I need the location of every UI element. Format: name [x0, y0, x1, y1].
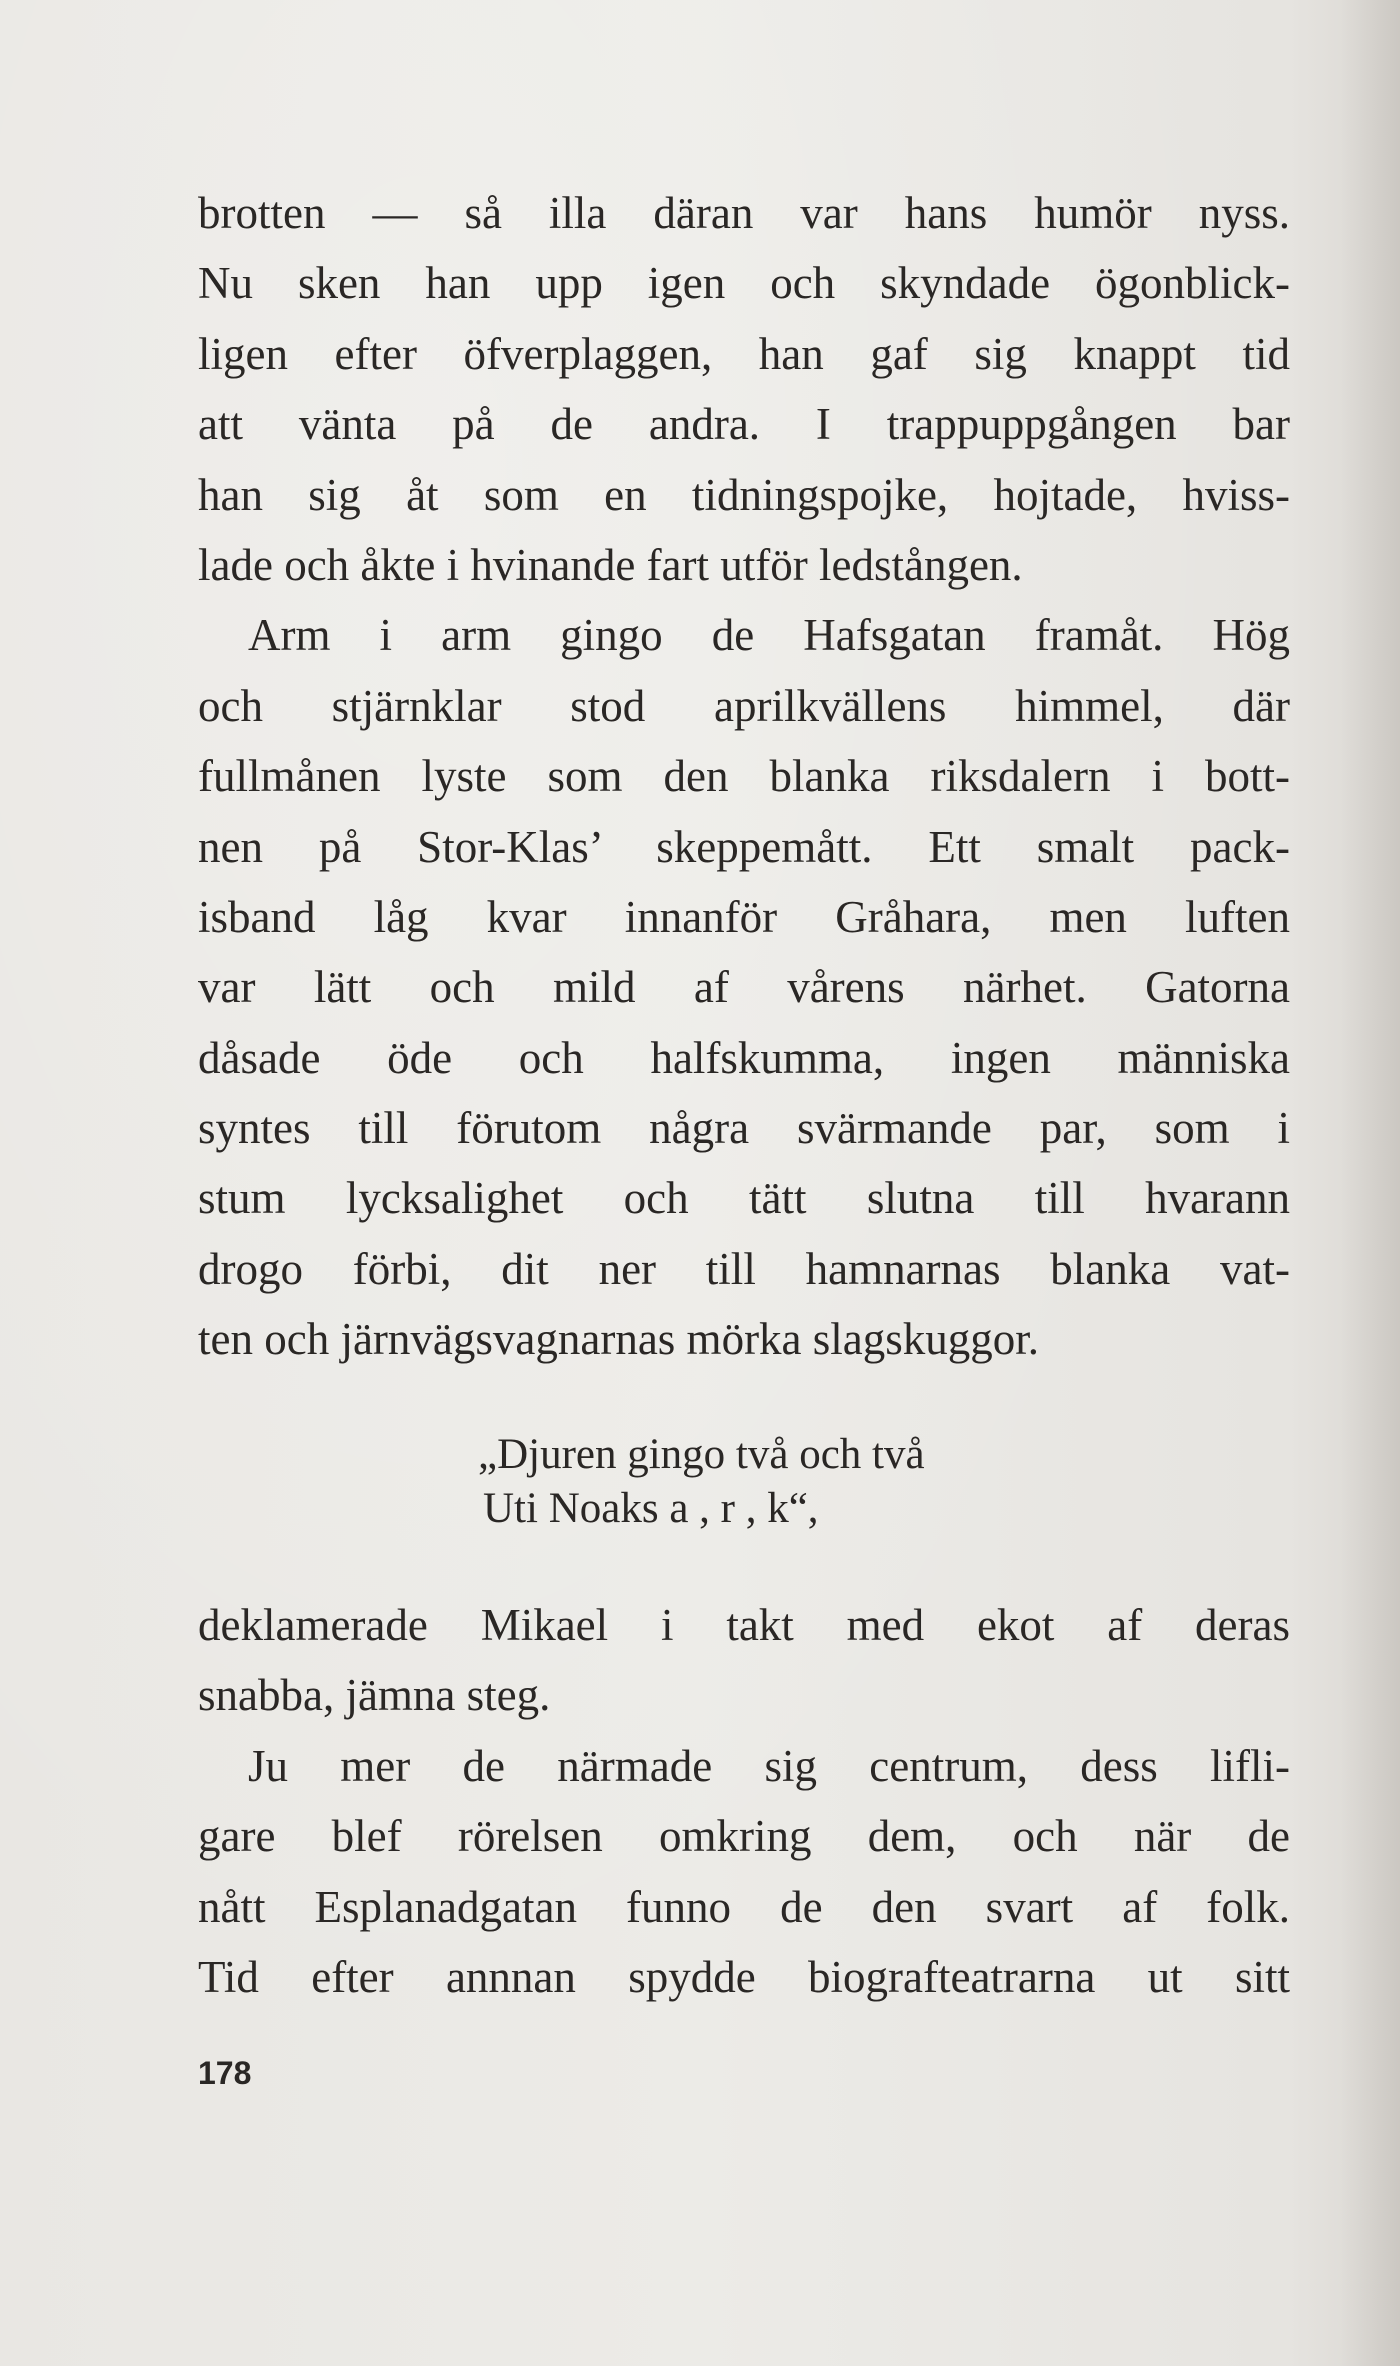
text-line: stum lycksalighet och tätt slutna till hvarann: [198, 1173, 1290, 1224]
text-line: var lätt och mild af vårens närhet. Gatorna: [198, 962, 1290, 1013]
text-line: nen på Stor-Klas’ skeppemått. Ett smalt pack-: [198, 821, 1290, 872]
page-edge-shadow: [1340, 0, 1400, 2366]
text-line: ten och järnvägsvagnarnas mörka slagskuggor.: [198, 1314, 1040, 1365]
text-line: Ju mer de närmade sig centrum, dess lifli-: [248, 1740, 1290, 1791]
text-line: deklamerade Mikael i takt med ekot af deras: [198, 1600, 1290, 1650]
text-line: Nu sken han upp igen och skyndade ögonblick-: [198, 258, 1290, 309]
text-line: brotten — så illa däran var hans humör nyss.: [198, 188, 1290, 238]
body-text-top: [198, 178, 1290, 1375]
text-line: drogo förbi, dit ner till hamnarnas blanka vat-: [198, 1243, 1290, 1294]
verse-line: Uti Noaks a , r , k“,: [483, 1485, 819, 1532]
body-text-bottom: [198, 1590, 1290, 2012]
text-line: Arm i arm gingo de Hafsgatan framåt. Hög: [248, 610, 1290, 661]
verse-quote: [478, 1428, 1298, 1536]
text-line: isband låg kvar innanför Gråhara, men luften: [198, 891, 1290, 942]
text-line: snabba, jämna steg.: [198, 1670, 551, 1721]
text-line: han sig åt som en tidningspojke, hojtade, hviss-: [198, 469, 1290, 520]
text-line: fullmånen lyste som den blanka riksdalern i bott-: [198, 751, 1290, 802]
text-line: ligen efter öfverplaggen, han gaf sig knappt tid: [198, 328, 1290, 379]
text-line: att vänta på de andra. I trappuppgången bar: [198, 399, 1290, 450]
verse-line: „Djuren gingo två och två: [478, 1431, 925, 1478]
text-line: nått Esplanadgatan funno de den svart af folk.: [198, 1881, 1290, 1932]
page-number: 178: [198, 2055, 252, 2091]
text-line: gare blef rörelsen omkring dem, och när de: [198, 1811, 1290, 1862]
text-line: lade och åkte i hvinande fart utför ledstången.: [198, 539, 1023, 590]
text-line: och stjärnklar stod aprilkvällens himmel, där: [198, 680, 1290, 731]
text-line: Tid efter annnan spydde biografteatrarna ut sitt: [198, 1951, 1290, 2002]
text-line: syntes till förutom några svärmande par, som i: [198, 1103, 1290, 1154]
text-line: dåsade öde och halfskumma, ingen människa: [198, 1032, 1290, 1083]
